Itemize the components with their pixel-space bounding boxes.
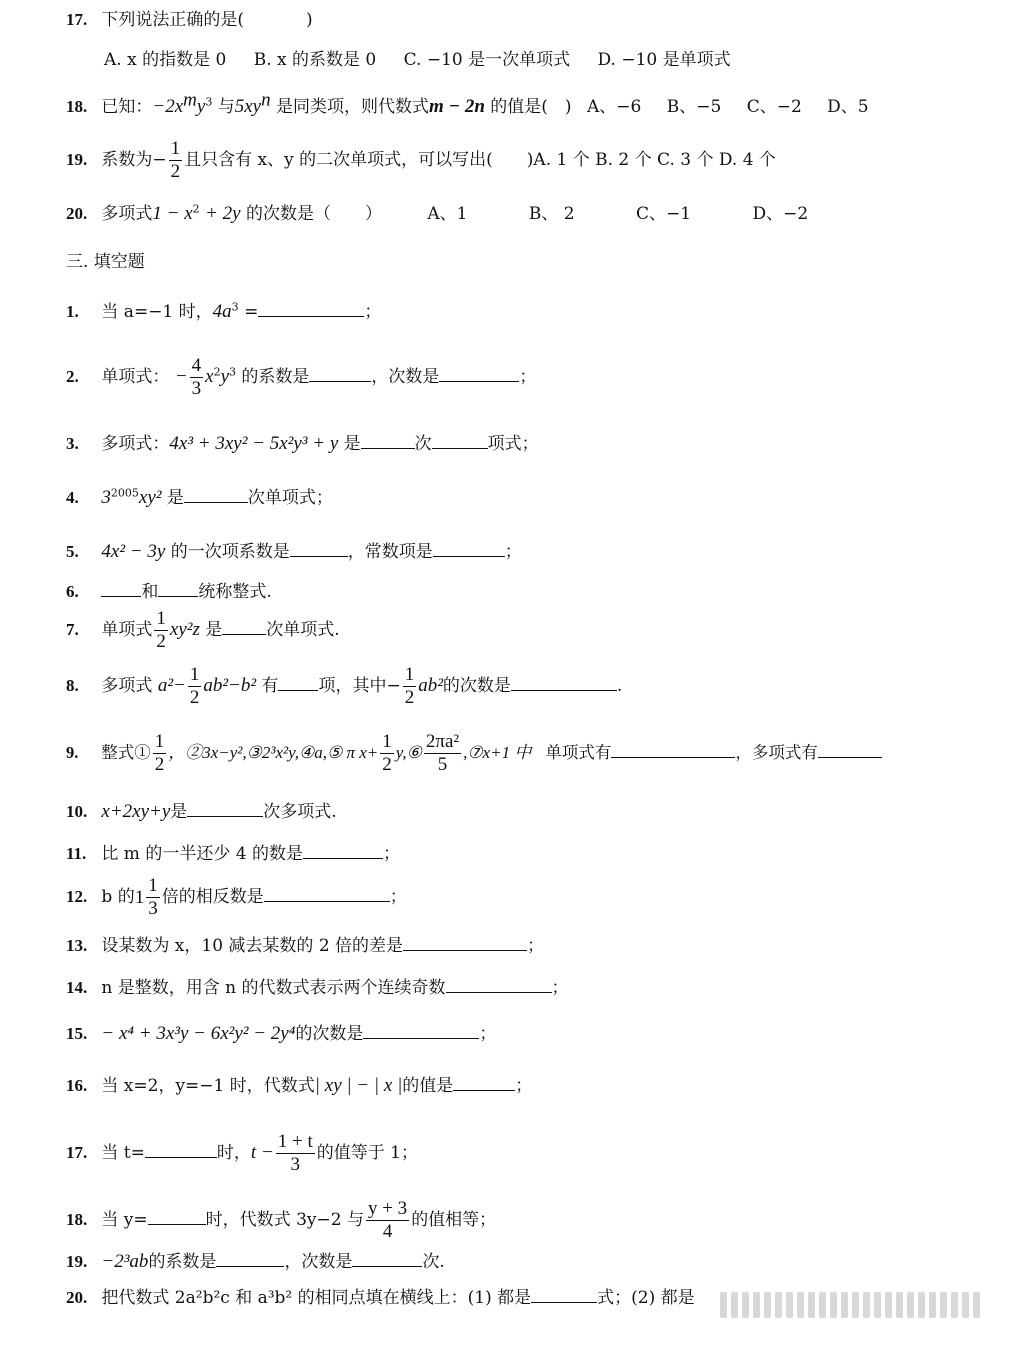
option-d: D. −10 是单项式 — [597, 50, 731, 70]
fraction: $\frac{1}{2}$ — [404, 664, 415, 708]
fill-18: 18. 当 y= 时，代数式 3y−2 与 $\frac{y + 3}{4}$ 的值相等； — [66, 1198, 497, 1242]
fraction: $\frac{1}{2}$ — [189, 664, 200, 708]
answer-blank[interactable] — [309, 363, 371, 382]
answer-blank[interactable] — [303, 840, 383, 859]
fill-11: 11. 比 m 的一半还少 4 的数是 ； — [66, 840, 996, 866]
answer-blank[interactable] — [264, 883, 390, 902]
answer-blank[interactable] — [446, 974, 552, 993]
section-title: 三. 填空题 — [66, 252, 145, 272]
option-a: A. x 的指数是 0 — [104, 50, 227, 70]
watermark-bars — [720, 1286, 1000, 1324]
fill-5: 5. 4x² − 3y 的一次项系数是 ，常数项是 ； — [66, 538, 996, 564]
fill-4: 4. $3^{2005}xy^2$ 是 次单项式； — [66, 484, 996, 510]
fill-13: 13. 设某数为 x，10 减去某数的 2 倍的差是 ； — [66, 932, 996, 958]
answer-blank[interactable] — [352, 1248, 422, 1267]
answer-blank[interactable] — [216, 1248, 284, 1267]
fraction: $\frac{\text{2πa²}}{5}$ — [425, 731, 460, 775]
fraction: $\frac{4}{3}$ — [191, 355, 202, 399]
answer-blank[interactable] — [187, 798, 263, 817]
answer-blank[interactable] — [439, 363, 519, 382]
question-number: 17. — [66, 10, 88, 29]
answer-blank[interactable] — [511, 672, 617, 691]
answer-blank[interactable] — [432, 430, 488, 449]
answer-blank[interactable] — [403, 932, 527, 951]
option-c: C. −10 是一次单项式 — [403, 50, 571, 70]
fill-6: 6. 和 统称整式. — [66, 578, 996, 604]
answer-blank[interactable] — [818, 739, 882, 758]
fraction: $\frac{1}{2}$ — [382, 731, 392, 775]
fill-16: 16. 当 x=2，y=−1 时，代数式| xy | − | x |的值是 ； — [66, 1072, 996, 1098]
fill-17: 17. 当 t= 时，t − $\frac{1 + t}{3}$ 的值等于 1； — [66, 1131, 418, 1175]
fill-12: 12. b 的1 $\frac{1}{3}$ 倍的相反数是 ； — [66, 875, 407, 919]
fill-9: 9. 整式① $\frac{1}{2}$ ，②3x−y²,③2³x²y,④a,⑤ π x+ $\frac{1}{2}$ y,⑥ $\frac{\text{2πa²}}{5}$ ,⑦x+1 中 单项式有 ，多项式有 — [66, 728, 996, 778]
answer-blank[interactable] — [453, 1072, 515, 1091]
fill-8: 8. 多项式 a²− $\frac{1}{2}$ ab²−b² 有 项，其中− $\frac{1}{2}$ ab²的次数是 . — [66, 664, 623, 708]
answer-blank[interactable] — [222, 616, 266, 635]
question-18: 18. 已知：$-2x^my^3$ 与$5xy^n$ 是同类项，则代数式m − 2n 的值是( ) A、−6 B、−5 C、−2 D、5 — [66, 89, 869, 117]
question-17-options — [104, 48, 996, 72]
fraction: $\frac{1}{2}$ — [170, 138, 181, 182]
fraction: $\frac{y + 3}{4}$ — [367, 1198, 408, 1242]
question-stem: 下列说法正确的是( — [101, 10, 245, 30]
fill-15: 15. − x⁴ + 3x³y − 6x²y² − 2y⁴的次数是 ； — [66, 1020, 996, 1046]
question-20: 20. 多项式$1 - x^2 + 2y$ 的次数是（ ） A、1 B、 2 C、−1 D、−2 — [66, 202, 809, 224]
fraction: $\frac{1}{2}$ — [154, 731, 165, 775]
fraction: $\frac{1 + t}{3}$ — [277, 1131, 313, 1175]
answer-blank[interactable] — [433, 538, 505, 557]
fill-10: 10. x+2xy+y是 次多项式. — [66, 798, 996, 824]
question-19: 19. 系数为− $\frac{1}{2}$ 且只含有 x、y 的二次单项式，可以写出( )A. 1 个 B. 2 个 C. 3 个 D. 4 个 — [66, 138, 776, 182]
answer-blank[interactable] — [158, 578, 198, 597]
fraction: $\frac{1}{2}$ — [156, 608, 166, 652]
answer-blank[interactable] — [101, 578, 141, 597]
fill-1: 1. 当 a=−1 时，$4a^3$ = ； — [66, 298, 996, 324]
option-b: B. x 的系数是 0 — [253, 50, 377, 70]
answer-blank[interactable] — [258, 298, 364, 317]
answer-blank[interactable] — [290, 538, 348, 557]
fill-19: 19. −2³ab的系数是 ，次数是 次. — [66, 1248, 996, 1274]
fill-3: 3. 多项式：4x³ + 3xy² − 5x²y³ + y 是 次 项式； — [66, 430, 996, 456]
question-17: 17. 下列说法正确的是( ) — [66, 10, 313, 30]
fill-2: 2. 单项式： − $\frac{4}{3}$ $x^2y^3$ 的系数是 ，次数是 ； — [66, 355, 537, 399]
answer-blank[interactable] — [363, 1020, 479, 1039]
fill-14: 14. n 是整数，用含 n 的代数式表示两个连续奇数 ； — [66, 974, 996, 1000]
answer-blank[interactable] — [184, 484, 248, 503]
answer-blank[interactable] — [278, 672, 318, 691]
answer-blank[interactable] — [611, 739, 735, 758]
answer-blank[interactable] — [148, 1206, 206, 1225]
answer-blank[interactable] — [531, 1284, 597, 1303]
answer-blank[interactable] — [145, 1139, 217, 1158]
fill-20: 20. 把代数式 2a²b²c 和 a³b² 的相同点填在横线上：(1) 都是 式；(2) 都是 — [66, 1284, 996, 1310]
fraction: $\frac{1}{3}$ — [148, 875, 158, 919]
answer-blank[interactable] — [361, 430, 415, 449]
fill-7: 7. 单项式 $\frac{1}{2}$ xy²z 是 次单项式. — [66, 608, 340, 652]
